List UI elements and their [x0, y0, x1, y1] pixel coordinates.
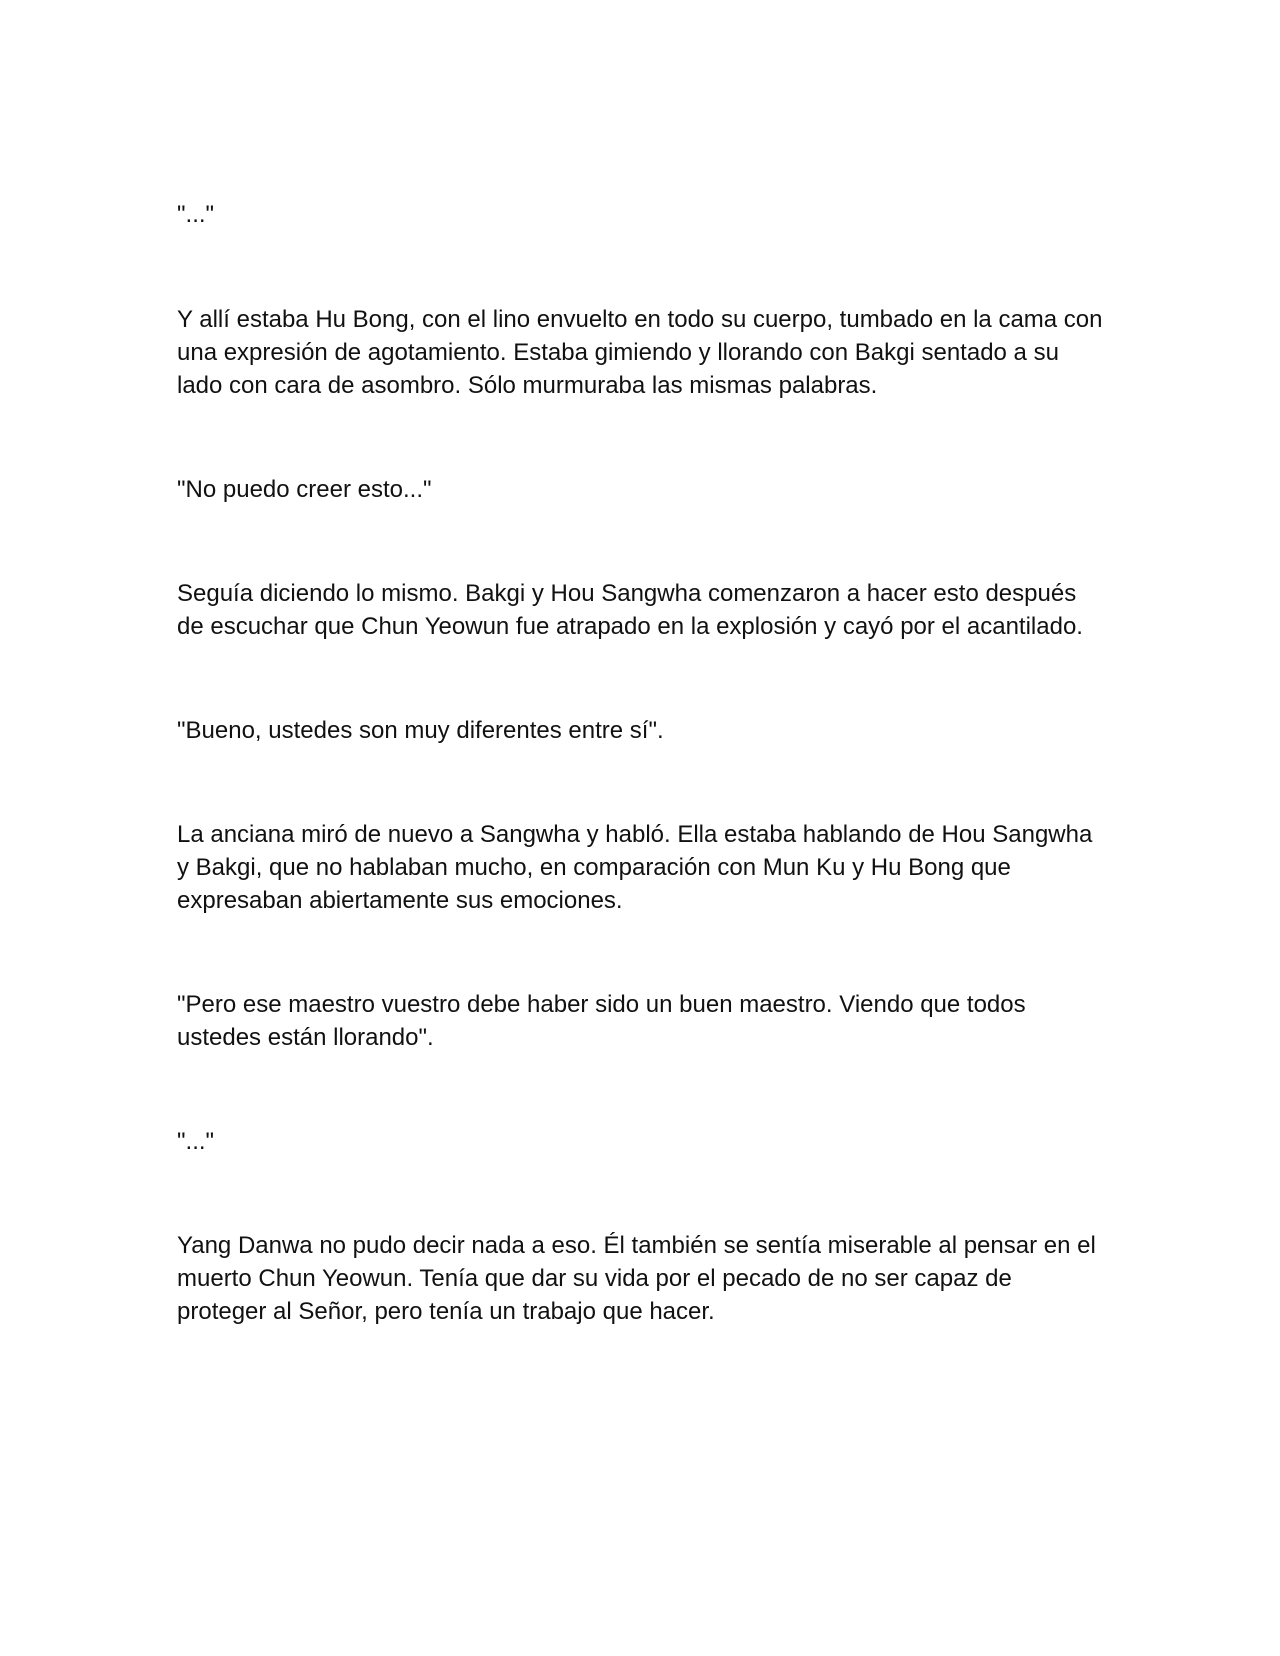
paragraph-anciana: La anciana miró de nuevo a Sangwha y habló. Ella estaba hablando de Hou Sangwha y Bakgi, que no hablaban mucho, en comparación con Mun Ku y Hu Bong que expresaban abiertamente sus emociones. [177, 821, 1093, 914]
paragraph-bueno: "Bueno, ustedes son muy diferentes entre sí". [177, 717, 664, 744]
paragraph-no-puedo: "No puedo creer esto..." [177, 476, 432, 503]
document-body [177, 198, 1107, 1328]
paragraph-hu-bong: Y allí estaba Hu Bong, con el lino envuelto en todo su cuerpo, tumbado en la cama con una expresión de agotamiento. Estaba gimiendo y llorando con Bakgi sentado a su lado con cara de asombro. Sólo murmuraba las mismas palabras. [177, 306, 1103, 399]
paragraph-ellipsis-2: "..." [177, 1128, 215, 1155]
paragraph-yang-danwa: Yang Danwa no pudo decir nada a eso. Él también se sentía miserable al pensar en el muerto Chun Yeowun. Tenía que dar su vida por el pecado de no ser capaz de proteger al Señor, pero tenía un trabajo que hacer. [177, 1232, 1096, 1325]
paragraph-ellipsis-1: "..." [177, 201, 215, 228]
paragraph-maestro: "Pero ese maestro vuestro debe haber sido un buen maestro. Viendo que todos ustedes están llorando". [177, 991, 1026, 1051]
paragraph-seguia: Seguía diciendo lo mismo. Bakgi y Hou Sangwha comenzaron a hacer esto después de escuchar que Chun Yeowun fue atrapado en la explosión y cayó por el acantilado. [177, 580, 1083, 640]
